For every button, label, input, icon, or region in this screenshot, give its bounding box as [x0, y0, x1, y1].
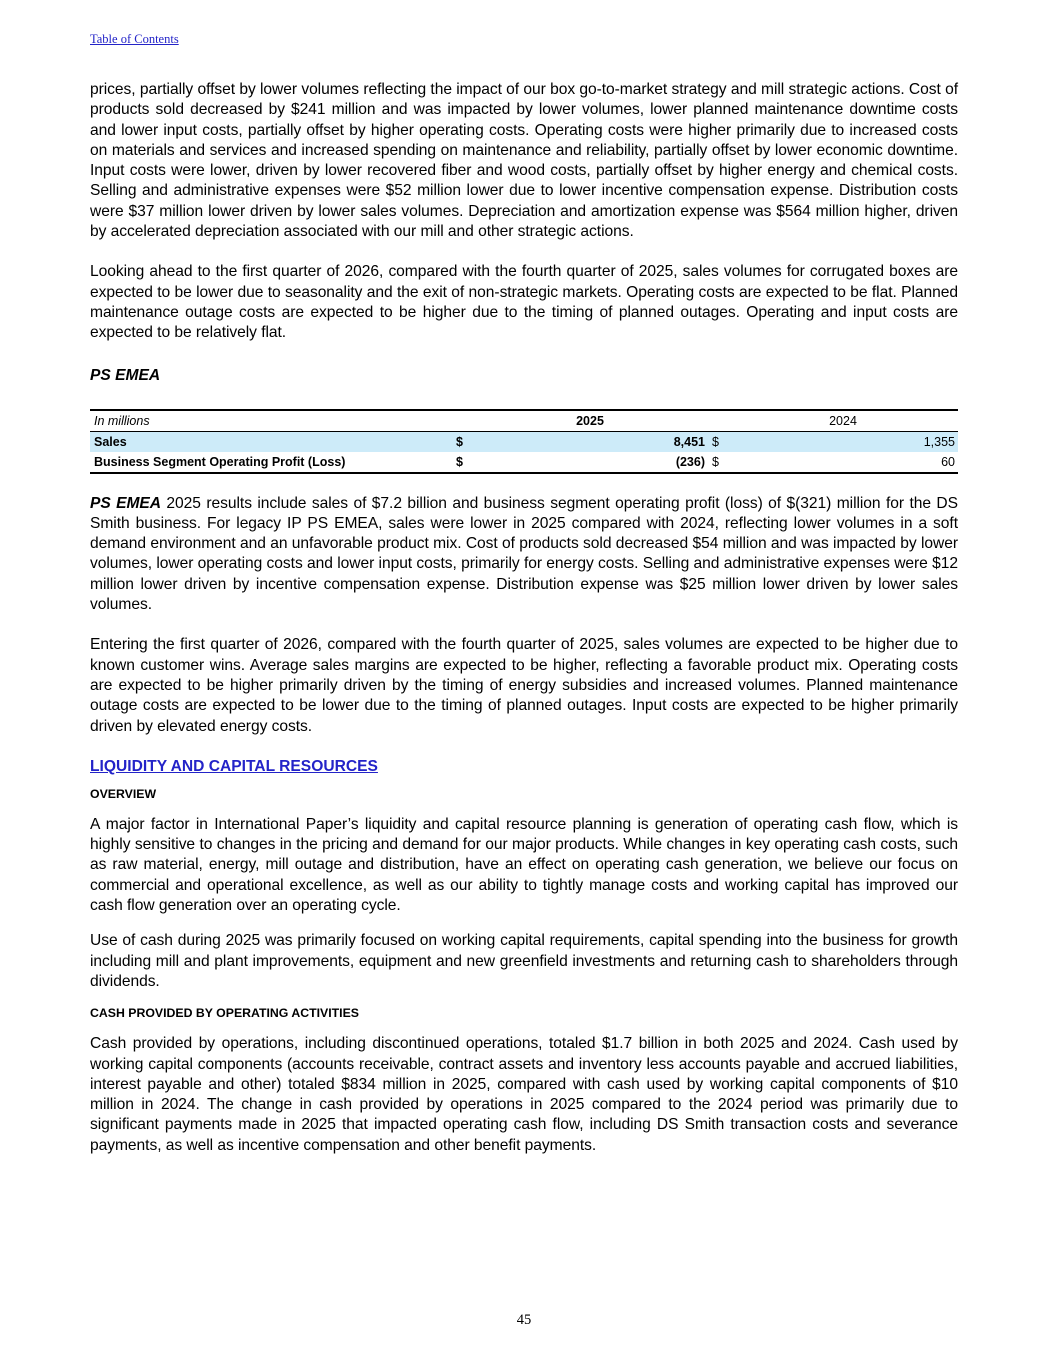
table-row-sales — [90, 431, 958, 452]
paragraph-use-of-cash: Use of cash during 2025 was primarily focused on working capital requirements, capital spending into the business for growth including mill and plant improvements, equipment and new greenfield investments and returning cash to shareholders through dividends. — [90, 932, 958, 990]
paragraph-cash-from-operations: Cash provided by operations, including discontinued operations, totaled $1.7 billion in both 2025 and 2024. Cash used by working capital components (accounts receivable, contract assets and inventory less accounts payable and accrued liabilities, interest payable and other) totaled $834 million in 2025, compared with cash used by working capital components of $10 million in 2024. The change in cash provided by operations in 2025 compared to the 2024 period was primarily due to significant payments made in 2025 that impacted operating cash flow, including DS Smith transaction costs and severance payments, as well as incentive compensation and other benefit payments. — [90, 1035, 958, 1154]
paragraph-outlook-q1-2026: Looking ahead to the first quarter of 2026, compared with the fourth quarter of 2025, sales volumes for corrugated boxes are expected to be lower due to seasonality and the exit of non-strategic markets. Operating costs are expected to be flat. Planned maintenance outage costs are expected to be higher due to the timing of planned outages. Operating and input costs are expected to be relatively flat. — [90, 263, 958, 342]
ps-emea-financial-table — [90, 409, 958, 474]
overview-heading: OVERVIEW — [90, 786, 157, 801]
currency-symbol: $ — [452, 452, 471, 473]
liquidity-capital-resources-link[interactable]: LIQUIDITY AND CAPITAL RESOURCES — [90, 757, 378, 775]
paragraph-liquidity-overview: A major factor in International Paper’s liquidity and capital resource planning is generation of operating cash flow, which is highly sensitive to changes in the pricing and demand for our major products. While changes in key operating cash costs, such as raw material, energy, mill outage and distribution, have an effect on operating cash generation, we believe our focus on commercial and operational excellence, as well as our ability to tightly manage costs and working capital has improved our cash flow generation over an operating cycle. — [90, 815, 958, 915]
value-2025: 8,451 — [471, 431, 708, 452]
paragraph-segment-results-continued: prices, partially offset by lower volumes reflecting the impact of our box go-to-market strategy and mill strategic actions. Cost of products sold decreased by $241 million and was impacted by lower volumes, lower planned maintenance downtime costs and lower input costs, partially offset by higher operating costs. Operating costs were higher primarily due to increased costs on materials and services and increased spending on maintenance and reliability, partially offset by lower economic downtime. Input costs were lower, driven by lower recovered fiber and wood costs, partially offset by higher energy and chemical costs. Selling and administrative expenses were $52 million lower due to lower incentive compensation expense. Distribution costs were $37 million lower driven by lower sales volumes. Depreciation and amortization expense was $564 million higher, driven by accelerated depreciation associated with our mill and other strategic actions. — [90, 81, 958, 241]
unit-label: In millions — [90, 410, 452, 432]
page-content — [90, 80, 958, 1156]
currency-symbol: $ — [452, 431, 471, 452]
cash-operating-activities-heading: CASH PROVIDED BY OPERATING ACTIVITIES — [90, 1006, 359, 1021]
ps-emea-lead: PS EMEA — [90, 494, 161, 512]
column-header-2025: 2025 — [471, 410, 708, 432]
row-label: Business Segment Operating Profit (Loss) — [90, 452, 452, 473]
ps-emea-results-text: 2025 results include sales of $7.2 billion and business segment operating profit (loss) of $(321) million for the DS Smith business. For legacy IP PS EMEA, sales were lower in 2025 compared with 2024, reflecting lower volumes in a soft demand environment and an unfavorable product mix. Cost of products sold decreased $54 million and was impacted by lower volumes, lower operating costs and lower input costs, primarily for energy costs. Selling and administrative expenses were $12 million lower driven by incentive compensation expense. Distribution expense was $25 million lower driven by lower sales volumes. — [90, 494, 958, 614]
currency-symbol: $ — [708, 431, 727, 452]
currency-symbol: $ — [708, 452, 727, 473]
table-of-contents-link[interactable]: Table of Contents — [90, 32, 179, 46]
column-header-2024: 2024 — [727, 410, 958, 432]
value-2024: 1,355 — [727, 431, 958, 452]
page-number: 45 — [516, 1312, 532, 1328]
paragraph-ps-emea-outlook: Entering the first quarter of 2026, compared with the fourth quarter of 2025, sales volumes are expected to be higher due to known customer wins. Average sales margins are expected to be higher, reflecting a favorable product mix. Operating costs are expected to be higher primarily driven by the timing of energy subsidies and increased volumes. Planned maintenance outage costs are expected to be lower due to the timing of planned outages. Input costs are expected to be higher primarily driven by elevated energy costs. — [90, 636, 958, 735]
paragraph-ps-emea-results — [90, 494, 958, 616]
table-header-row — [90, 410, 958, 432]
value-2024: 60 — [727, 452, 958, 473]
table-row-operating-profit — [90, 452, 958, 473]
row-label: Sales — [90, 431, 452, 452]
value-2025: (236) — [471, 452, 708, 473]
section-heading-ps-emea: PS EMEA — [90, 366, 161, 384]
